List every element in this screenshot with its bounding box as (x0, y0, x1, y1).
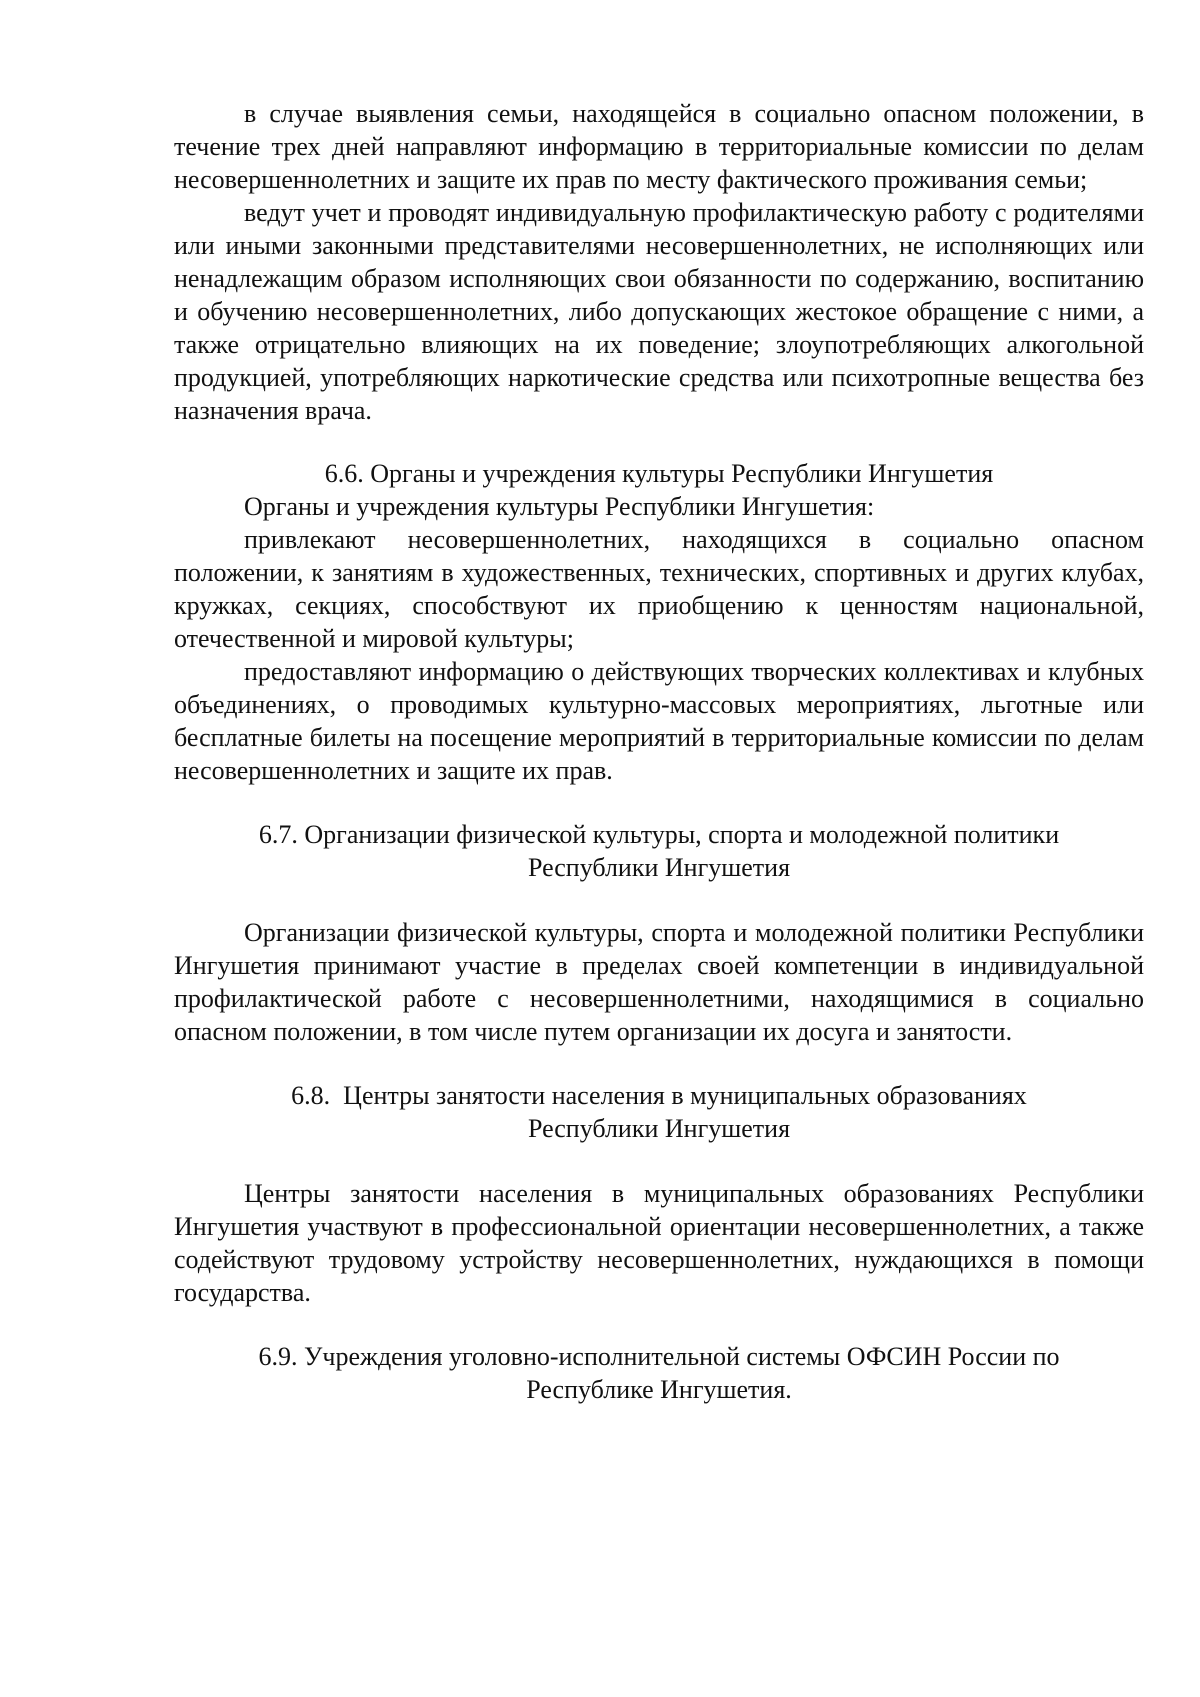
section-6-7-heading (174, 818, 1144, 884)
section-6-8-heading (174, 1079, 1144, 1145)
paragraph-prevention-work: ведут учет и проводят индивидуальную профилактическую работу с родителями или иными законными представителями несовершеннолетних, не исполняющих или ненадлежащим образом исполняющих свои обязанности по содержанию, воспитанию и обучению несовершеннолетних, либо допускающих жестокое обращение с ними, а также отрицательно влияющих на их поведение; злоупотребляющих алкогольной продукцией, употребляющих наркотические средства или психотропные вещества без назначения врача. (174, 198, 1144, 425)
section-6-6-intro: Органы и учреждения культуры Республики Ингушетия: (244, 492, 875, 521)
section-6-7-heading-line1: 6.7. Организации физической культуры, спорта и молодежной политики (258, 820, 1060, 849)
section-6-7-paragraph: Организации физической культуры, спорта и молодежной политики Республики Ингушетия принимают участие в пределах своей компетенции в индивидуальной профилактической работе с несовершеннолетними, находящимися в социально опасном положении, в том числе путем организации их досуга и занятости. (174, 918, 1144, 1046)
paragraph-family-danger: в случае выявления семьи, находящейся в социально опасном положении, в течение трех дней направляют информацию в территориальные комиссии по делам несовершеннолетних и защите их прав по месту фактического проживания семьи; (174, 99, 1144, 194)
section-6-6-heading: 6.6. Органы и учреждения культуры Республики Ингушетия (324, 459, 994, 488)
section-6-8-heading-line1: 6.8. Центры занятости населения в муниципальных образованиях (291, 1081, 1027, 1110)
section-6-8-paragraph: Центры занятости населения в муниципальных образованиях Республики Ингушетия участвуют в профессиональной ориентации несовершеннолетних, а также содействуют трудовому устройству несовершеннолетних, нуждающихся в помощи государства. (174, 1179, 1144, 1307)
section-6-9-heading-line1: 6.9. Учреждения уголовно-исполнительной системы ОФСИН России по (258, 1342, 1060, 1371)
document-page (174, 97, 1144, 1406)
section-6-9-heading-line2: Республике Ингушетия. (526, 1375, 792, 1404)
section-6-6-paragraph-inform: предоставляют информацию о действующих творческих коллективах и клубных объединениях, о проводимых культурно-массовых мероприятиях, льготные или бесплатные билеты на посещение мероприятий в территориальные комиссии по делам несовершеннолетних и защите их прав. (174, 657, 1144, 785)
section-6-6-paragraph-involve: привлекают несовершеннолетних, находящихся в социально опасном положении, к занятиям в художественных, технических, спортивных и других клубах, кружках, секциях, способствуют их приобщению к ценностям национальной, отечественной и мировой культуры; (174, 525, 1144, 653)
section-6-8-heading-line2: Республики Ингушетия (527, 1114, 791, 1143)
section-6-9-heading (174, 1340, 1144, 1406)
section-6-7-heading-line2: Республики Ингушетия (527, 853, 791, 882)
